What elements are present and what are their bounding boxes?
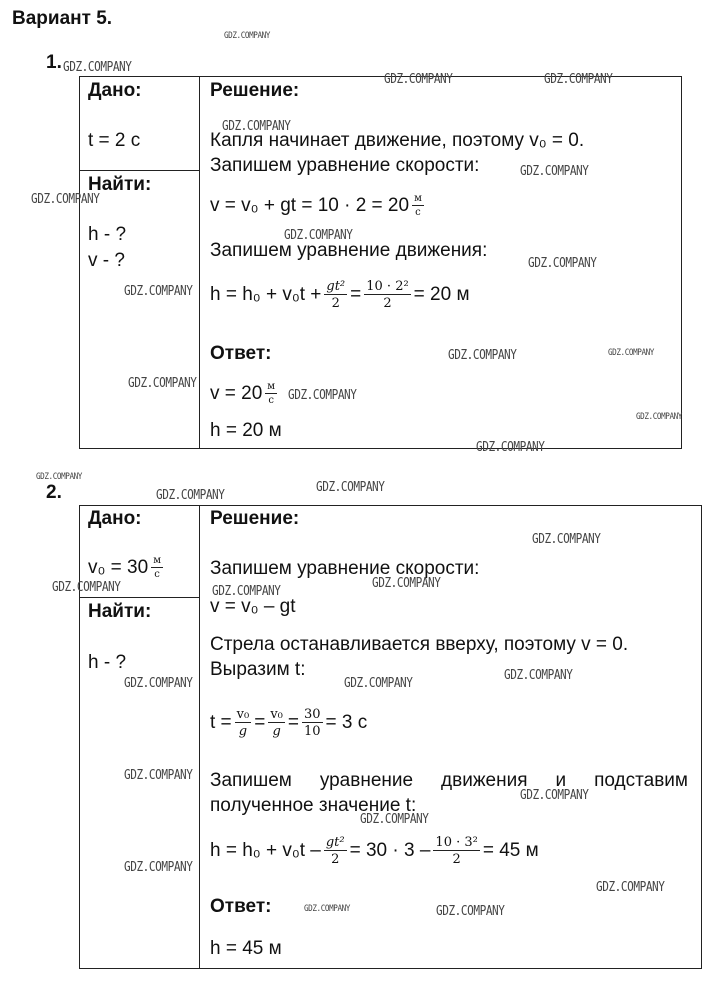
watermark: GDZ.COMPANY [532,532,601,547]
unit-fraction [265,382,277,406]
watermark: GDZ.COMPANY [344,676,413,691]
fraction [235,708,252,738]
watermark: GDZ.COMPANY [31,192,100,207]
fraction [433,836,479,866]
watermark: GDZ.COMPANY [636,412,682,422]
given-label: Дано: [88,508,142,529]
word: и [555,770,567,791]
word: Запишем [210,770,292,791]
watermark: GDZ.COMPANY [360,812,429,827]
problem-1-column-divider [199,76,200,449]
denominator: 2 [331,852,340,867]
find-value: h - ? [88,652,127,673]
equation-text: h = h₀ + v₀t – [210,840,321,862]
solution-line: Выразим t: [210,659,306,680]
word: движения [441,770,528,791]
solution-label: Решение: [210,80,300,101]
given-label: Дано: [88,80,142,101]
numerator: 10 · 3² [435,835,478,850]
denominator: 10 [304,724,321,739]
watermark: GDZ.COMPANY [544,72,613,87]
equals-sign: = [287,712,299,734]
time-equation [210,708,367,738]
equation-result: = 45 м [482,840,539,862]
unit-fraction [151,556,163,580]
watermark: GDZ.COMPANY [476,440,545,455]
watermark: GDZ.COMPANY [520,788,589,803]
watermark: GDZ.COMPANY [436,904,505,919]
unit-denominator: с [154,569,160,580]
problem-1-row-divider [79,170,200,171]
problem-2-column-divider [199,505,200,969]
numerator: gt² [325,835,345,850]
given-value: t = 2 с [88,130,141,151]
solution-line: Запишем уравнение движения: [210,240,488,261]
page-title: Вариант 5. [12,8,113,29]
denominator: g [238,724,248,739]
fraction [324,280,347,310]
find-label: Найти: [88,174,152,195]
unit-numerator: м [153,555,161,566]
answer-line: h = 45 м [210,938,282,959]
watermark: GDZ.COMPANY [124,676,193,691]
watermark: GDZ.COMPANY [124,284,193,299]
answer-label: Ответ: [210,896,272,917]
solution-line: v = v₀ – gt [210,596,296,617]
given-value [88,556,166,580]
watermark: GDZ.COMPANY [528,256,597,271]
unit-denominator: с [268,395,274,406]
solution-line: полученное значение t: [210,795,417,816]
watermark: GDZ.COMPANY [384,72,453,87]
word: подставим [594,770,688,791]
denominator: 2 [331,296,340,311]
height-equation [210,836,539,866]
numerator: v₀ [270,707,283,722]
solution-line: Стрела останавливается вверху, поэтому v = 0. [210,634,629,655]
watermark: GDZ.COMPANY [224,31,270,41]
answer-label: Ответ: [210,343,272,364]
unit-numerator: м [414,193,422,204]
unit-numerator: м [267,381,276,392]
unit-denominator: с [415,207,421,218]
motion-equation [210,280,470,310]
numerator: v₀ [236,707,250,722]
equation-text: = 30 · 3 – [349,840,431,862]
watermark: GDZ.COMPANY [52,580,121,595]
watermark: GDZ.COMPANY [128,376,197,391]
denominator: 2 [383,296,392,311]
equation-text: v = v₀ + gt = 10 · 2 = 20 [210,195,410,217]
problem-2-row-divider [79,597,200,598]
denominator: 2 [452,852,461,867]
numerator: 30 [304,707,321,722]
solution-label: Решение: [210,508,300,529]
find-label: Найти: [88,601,152,622]
fraction [364,280,410,310]
equals-sign: = [254,712,266,734]
fraction [302,708,323,738]
find-value: v - ? [88,250,125,271]
numerator: gt² [326,279,346,294]
word: уравнение [319,770,414,791]
given-text: v₀ = 30 [88,557,149,579]
problem-1-number: 1. [46,52,62,73]
watermark: GDZ.COMPANY [124,768,193,783]
watermark: GDZ.COMPANY [372,576,441,591]
velocity-equation [210,194,427,218]
watermark: GDZ.COMPANY [212,584,281,599]
solution-line: Капля начинает движение, поэтому v₀ = 0. [210,130,585,151]
watermark: GDZ.COMPANY [63,60,132,75]
watermark: GDZ.COMPANY [608,348,654,358]
watermark: GDZ.COMPANY [284,228,353,243]
denominator: g [272,724,281,739]
watermark: GDZ.COMPANY [448,348,517,363]
numerator: 10 · 2² [366,279,409,294]
fraction [268,708,285,738]
equation-result: = 20 м [413,284,470,306]
fraction [324,836,347,866]
solution-line: Запишем уравнение скорости: [210,155,480,176]
answer-text: v = 20 [210,383,263,405]
problem-2-number: 2. [46,482,62,503]
watermark: GDZ.COMPANY [36,472,82,482]
watermark: GDZ.COMPANY [316,480,385,495]
equation-text: h = h₀ + v₀t + [210,284,322,306]
equals-sign: = [350,284,362,306]
watermark: GDZ.COMPANY [504,668,573,683]
watermark: GDZ.COMPANY [520,164,589,179]
watermark: GDZ.COMPANY [124,860,193,875]
watermark: GDZ.COMPANY [304,904,350,914]
watermark: GDZ.COMPANY [288,388,357,403]
answer-line: h = 20 м [210,420,282,441]
watermark: GDZ.COMPANY [222,119,291,134]
equation-text: t = [210,712,232,734]
answer-line [210,382,280,406]
watermark: GDZ.COMPANY [156,488,225,503]
solution-line: Запишем уравнение скорости: [210,558,480,579]
watermark: GDZ.COMPANY [596,880,665,895]
equation-result: = 3 с [325,712,368,734]
solution-line-justified [210,770,688,792]
find-value: h - ? [88,224,127,245]
unit-fraction [412,194,424,218]
